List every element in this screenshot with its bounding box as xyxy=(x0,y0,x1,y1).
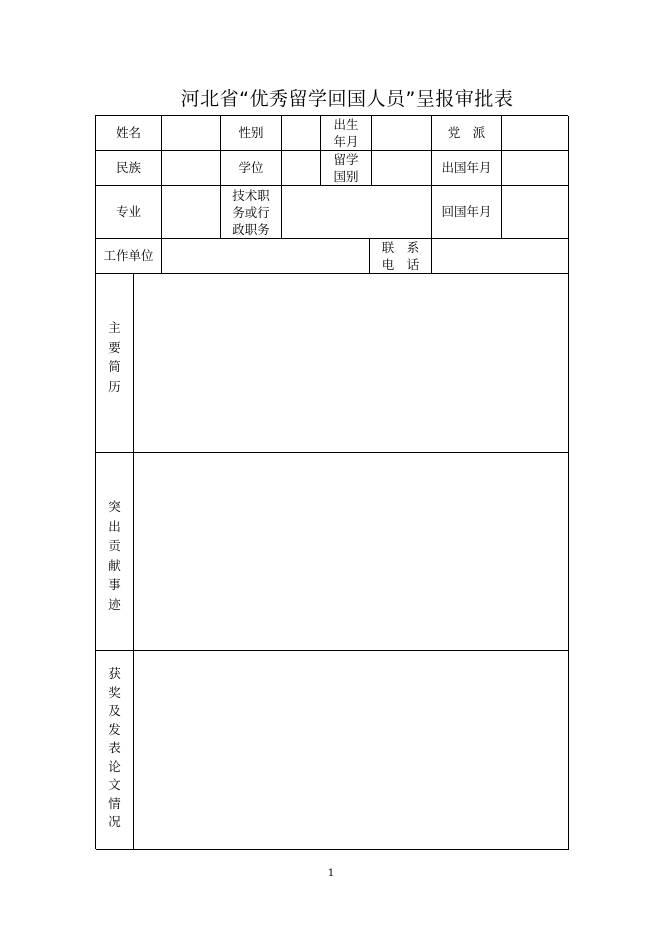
contrib-char-2: 出 xyxy=(108,518,121,534)
label-degree: 学位 xyxy=(221,151,282,186)
awards-char-6: 论 xyxy=(108,758,121,774)
birth-field[interactable] xyxy=(372,116,432,151)
contributions-field[interactable] xyxy=(134,453,569,651)
resume-field[interactable] xyxy=(134,274,569,453)
awards-char-9: 况 xyxy=(108,814,121,829)
awards-label-text xyxy=(108,665,121,832)
resume-char-2: 要 xyxy=(108,339,121,355)
page-number: 1 xyxy=(327,868,335,879)
party-field[interactable] xyxy=(502,116,569,151)
resume-char-1: 主 xyxy=(108,320,121,335)
contrib-char-1: 突 xyxy=(108,499,121,514)
position-field[interactable] xyxy=(282,186,432,239)
awards-char-8: 情 xyxy=(108,795,121,811)
ethnicity-field[interactable] xyxy=(162,151,221,186)
gender-field[interactable] xyxy=(282,116,321,151)
contrib-char-5: 事 xyxy=(108,577,121,592)
label-study-country: 留学 国别 xyxy=(321,151,372,186)
awards-char-7: 文 xyxy=(108,777,121,792)
depart-date-field[interactable] xyxy=(502,151,569,186)
resume-char-4: 历 xyxy=(108,378,121,394)
label-position: 技术职 务或行 政职务 xyxy=(221,186,282,239)
label-party: 党 派 xyxy=(432,116,502,151)
degree-field[interactable] xyxy=(282,151,321,186)
label-contributions xyxy=(96,453,134,651)
resume-label-text xyxy=(108,318,121,396)
study-country-field[interactable] xyxy=(372,151,432,186)
approval-form-table xyxy=(95,115,568,849)
return-date-field[interactable] xyxy=(502,186,569,239)
label-name: 姓名 xyxy=(96,116,162,151)
label-birth: 出生 年月 xyxy=(321,116,372,151)
resume-char-3: 简 xyxy=(108,359,121,374)
label-resume xyxy=(96,274,134,453)
awards-char-1: 获 xyxy=(108,666,121,681)
label-phone: 联 系 电 话 xyxy=(370,239,432,274)
awards-char-2: 奖 xyxy=(108,684,121,700)
awards-char-3: 及 xyxy=(108,703,121,718)
name-field[interactable] xyxy=(162,116,221,151)
awards-char-4: 发 xyxy=(108,721,121,737)
contrib-char-6: 迹 xyxy=(108,596,121,612)
major-field[interactable] xyxy=(162,186,221,239)
awards-char-5: 表 xyxy=(108,740,121,755)
label-ethnicity: 民族 xyxy=(96,151,162,186)
label-return-date: 回国年月 xyxy=(432,186,502,239)
phone-field[interactable] xyxy=(432,239,569,274)
contrib-char-3: 贡 xyxy=(108,538,121,553)
label-awards xyxy=(96,651,134,850)
label-gender: 性别 xyxy=(221,116,282,151)
form-title: 河北省“优秀留学回国人员”呈报审批表 xyxy=(180,88,514,110)
contributions-label-text xyxy=(108,497,121,614)
awards-field[interactable] xyxy=(134,651,569,850)
contrib-char-4: 献 xyxy=(108,557,121,573)
label-major: 专业 xyxy=(96,186,162,239)
label-depart-date: 出国年月 xyxy=(432,151,502,186)
work-unit-field[interactable] xyxy=(162,239,370,274)
label-work-unit: 工作单位 xyxy=(96,239,162,274)
